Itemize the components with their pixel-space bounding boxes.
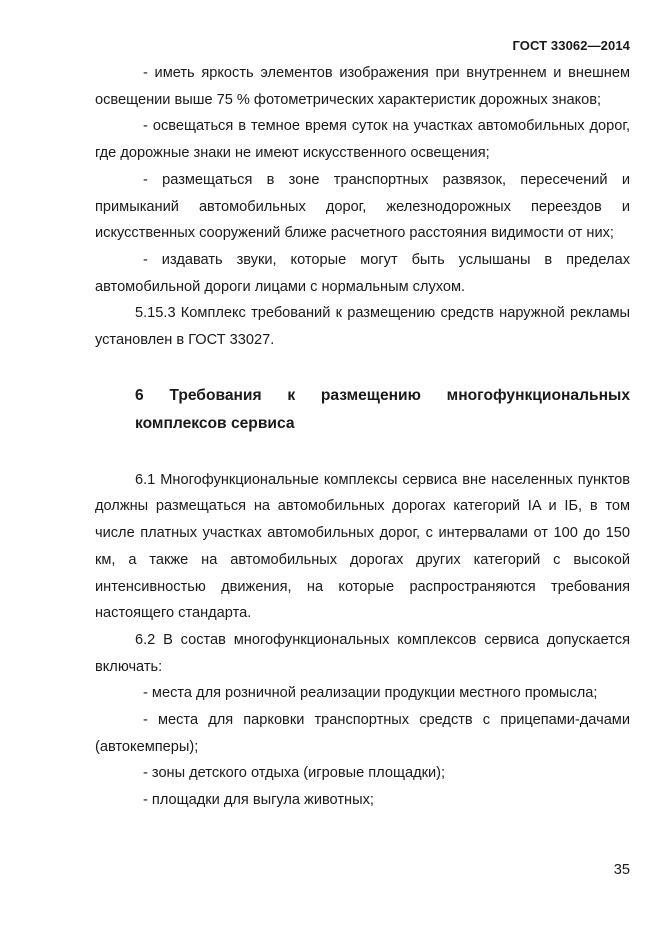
list-item-placement: - размещаться в зоне транспортных развязок, пересечений и примыканий автомобильных дорог, железнодорожных переездов и искусственных сооружений ближе расчетного расстояния видимости от них;	[95, 171, 630, 242]
clause-5-15-3: 5.15.3 Комплекс требований к размещению средств наружной рекламы установлен в ГОСТ 33027.	[95, 305, 630, 349]
list-item-playground: - зоны детского отдыха (игровые площадки);	[143, 765, 446, 782]
list-item-sounds: - издавать звуки, которые могут быть услышаны в пределах автомобильной дороги лицами с нормальным слухом.	[95, 251, 630, 295]
list-item-lighting: - освещаться в темное время суток на участках автомобильных дорог, где дорожные знаки не имеют искусственного освещения;	[95, 118, 630, 162]
clause-6-1: 6.1 Многофункциональные комплексы сервиса вне населенных пунктов должны размещаться на автомобильных дорогах категорий IA и IБ, в том числе платных участках автомобильных дорог, с интервалами от 100 до 150 км, а также на автомобильных дорогах других категорий с высокой интенсивностью движения, на которые распространяются требования настоящего стандарта.	[95, 471, 630, 622]
section-heading: 6 Требования к размещению многофункциональных комплексов сервиса	[135, 386, 630, 432]
list-item-retail: - места для розничной реализации продукции местного промысла;	[143, 685, 598, 702]
list-item-parking: - места для парковки транспортных средств с прицепами-дачами (автокемперы);	[95, 712, 630, 755]
list-item-brightness: - иметь яркость элементов изображения при внутреннем и внешнем освещении выше 75 % фотометрических характеристик дорожных знаков;	[95, 65, 630, 108]
list-item-pets: - площадки для выгула животных;	[143, 792, 374, 809]
page-number: 35	[613, 862, 630, 878]
page-content	[95, 60, 630, 814]
document-header: ГОСТ 33062—2014	[512, 38, 630, 53]
clause-6-2: 6.2 В состав многофункциональных комплексов сервиса допускается включать:	[95, 631, 630, 675]
